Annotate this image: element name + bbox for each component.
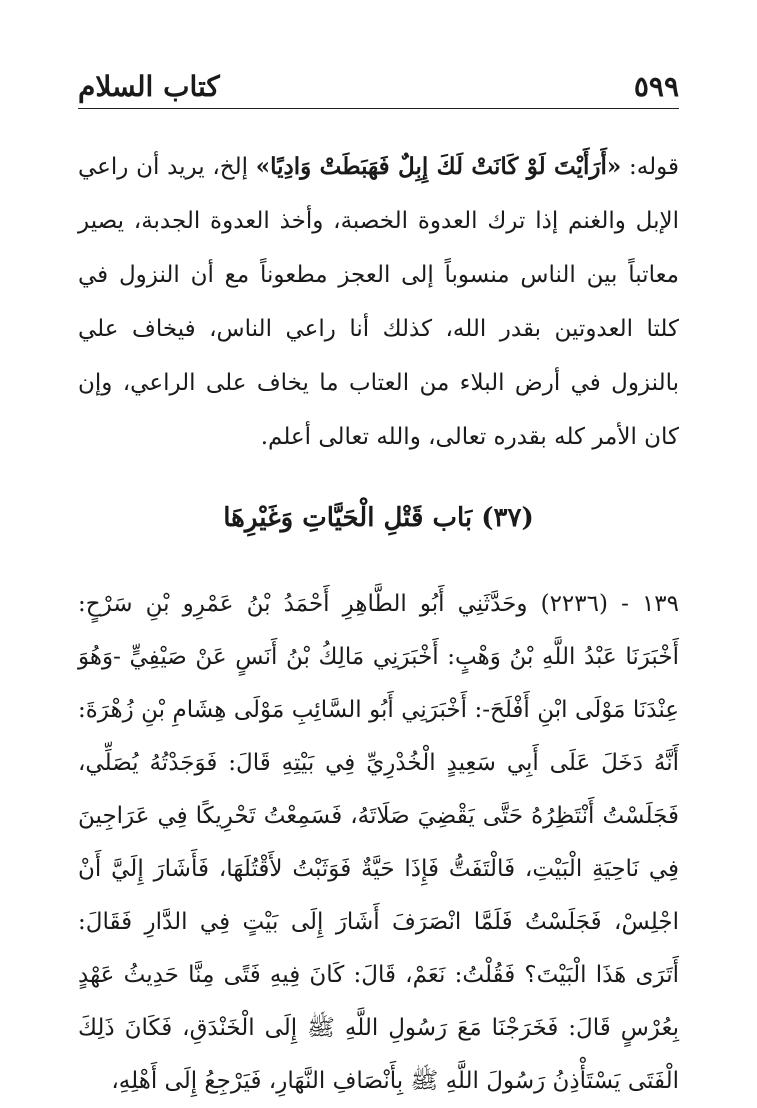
commentary-quote: «أَرَأَيْتَ لَوْ كَانَتْ لَكَ إِبِلٌ فَهَبَطَتْ وَادِيًا» xyxy=(255,153,622,180)
hadith-text: ١٣٩ - (٢٢٣٦) وحَدَّثَنِي أَبُو الطَّاهِرِ أَحْمَدُ بْنُ عَمْرِو بْنِ سَرْحٍ: أَخْبَرَنَا عَبْدُ اللَّهِ بْنُ وَهْبٍ: أَخْبَرَنِي مَالِكُ بْنُ أَنَسٍ عَنْ صَيْفِيٍّ -وَهُوَ عِنْدَنَا مَوْلَى ابْنِ أَفْلَحَ-: أَخْبَرَنِي أَبُو السَّائِبِ مَوْلَى هِشَامِ بْنِ زُهْرَةَ: أَنَّهُ دَخَلَ عَلَى أَبِي سَعِيدٍ الْخُدْرِيِّ فِي بَيْتِهِ قَالَ: فَوَجَدْتُهُ يُصَلِّي، فَجَلَسْتُ أَنْتَظِرُهُ حَتَّى يَقْضِيَ صَلَاتَهُ، فَسَمِعْتُ تَحْرِيكًا فِي عَرَاجِينَ فِي نَاحِيَةِ الْبَيْتِ، فَالْتَفَتُّ فَإِذَا حَيَّةٌ فَوَثَبْتُ لأَقْتُلَهَا، فَأَشَارَ إِلَيَّ أَنْ اجْلِسْ، فَجَلَسْتُ فَلَمَّا انْصَرَفَ أَشَارَ إِلَى بَيْتٍ فِي الدَّارِ فَقَالَ: أَتَرَى هَذَا الْبَيْتَ؟ فَقُلْتُ: نَعَمْ، قَالَ: كَانَ فِيهِ فَتًى مِنَّا حَدِيثُ عَهْدٍ بِعُرْسٍ قَالَ: فَخَرَجْنَا مَعَ رَسُولِ اللَّهِ ﷺ إِلَى الْخَنْدَقِ، فَكَانَ ذَلِكَ الْفَتَى يَسْتَأْذِنُ رَسُولَ اللَّهِ ﷺ بِأَنْصَافِ النَّهَارِ، فَيَرْجِعُ إِلَى أَهْلِهِ، xyxy=(78,591,679,1094)
chapter-heading: (٣٧) بَاب قَتْلِ الْحَيَّاتِ وَغَيْرِهَا xyxy=(223,503,534,533)
hadith-paragraph xyxy=(78,578,679,1108)
book-title: كتاب السلام xyxy=(78,69,220,103)
running-header xyxy=(78,66,679,106)
header-rule xyxy=(78,108,679,109)
commentary-paragraph xyxy=(78,140,679,464)
page-number: ٥٩٩ xyxy=(633,69,679,103)
commentary-lead: قوله: xyxy=(621,154,679,180)
commentary-body: إلخ، يريد أن راعي الإبل والغنم إذا ترك العدوة الخصبة، وأخذ العدوة الجدبة، يصير معاتباً بين الناس منسوباً إلى العجز مطعوناً مع أن النزول في كلتا العدوتين بقدر الله، كذلك أنا راعي الناس، فيخاف علي بالنزول في أرض البلاء من العتاب ما يخاف على الراعي، وإن كان الأمر كله بقدره تعالى، والله تعالى أعلم. xyxy=(78,154,679,450)
